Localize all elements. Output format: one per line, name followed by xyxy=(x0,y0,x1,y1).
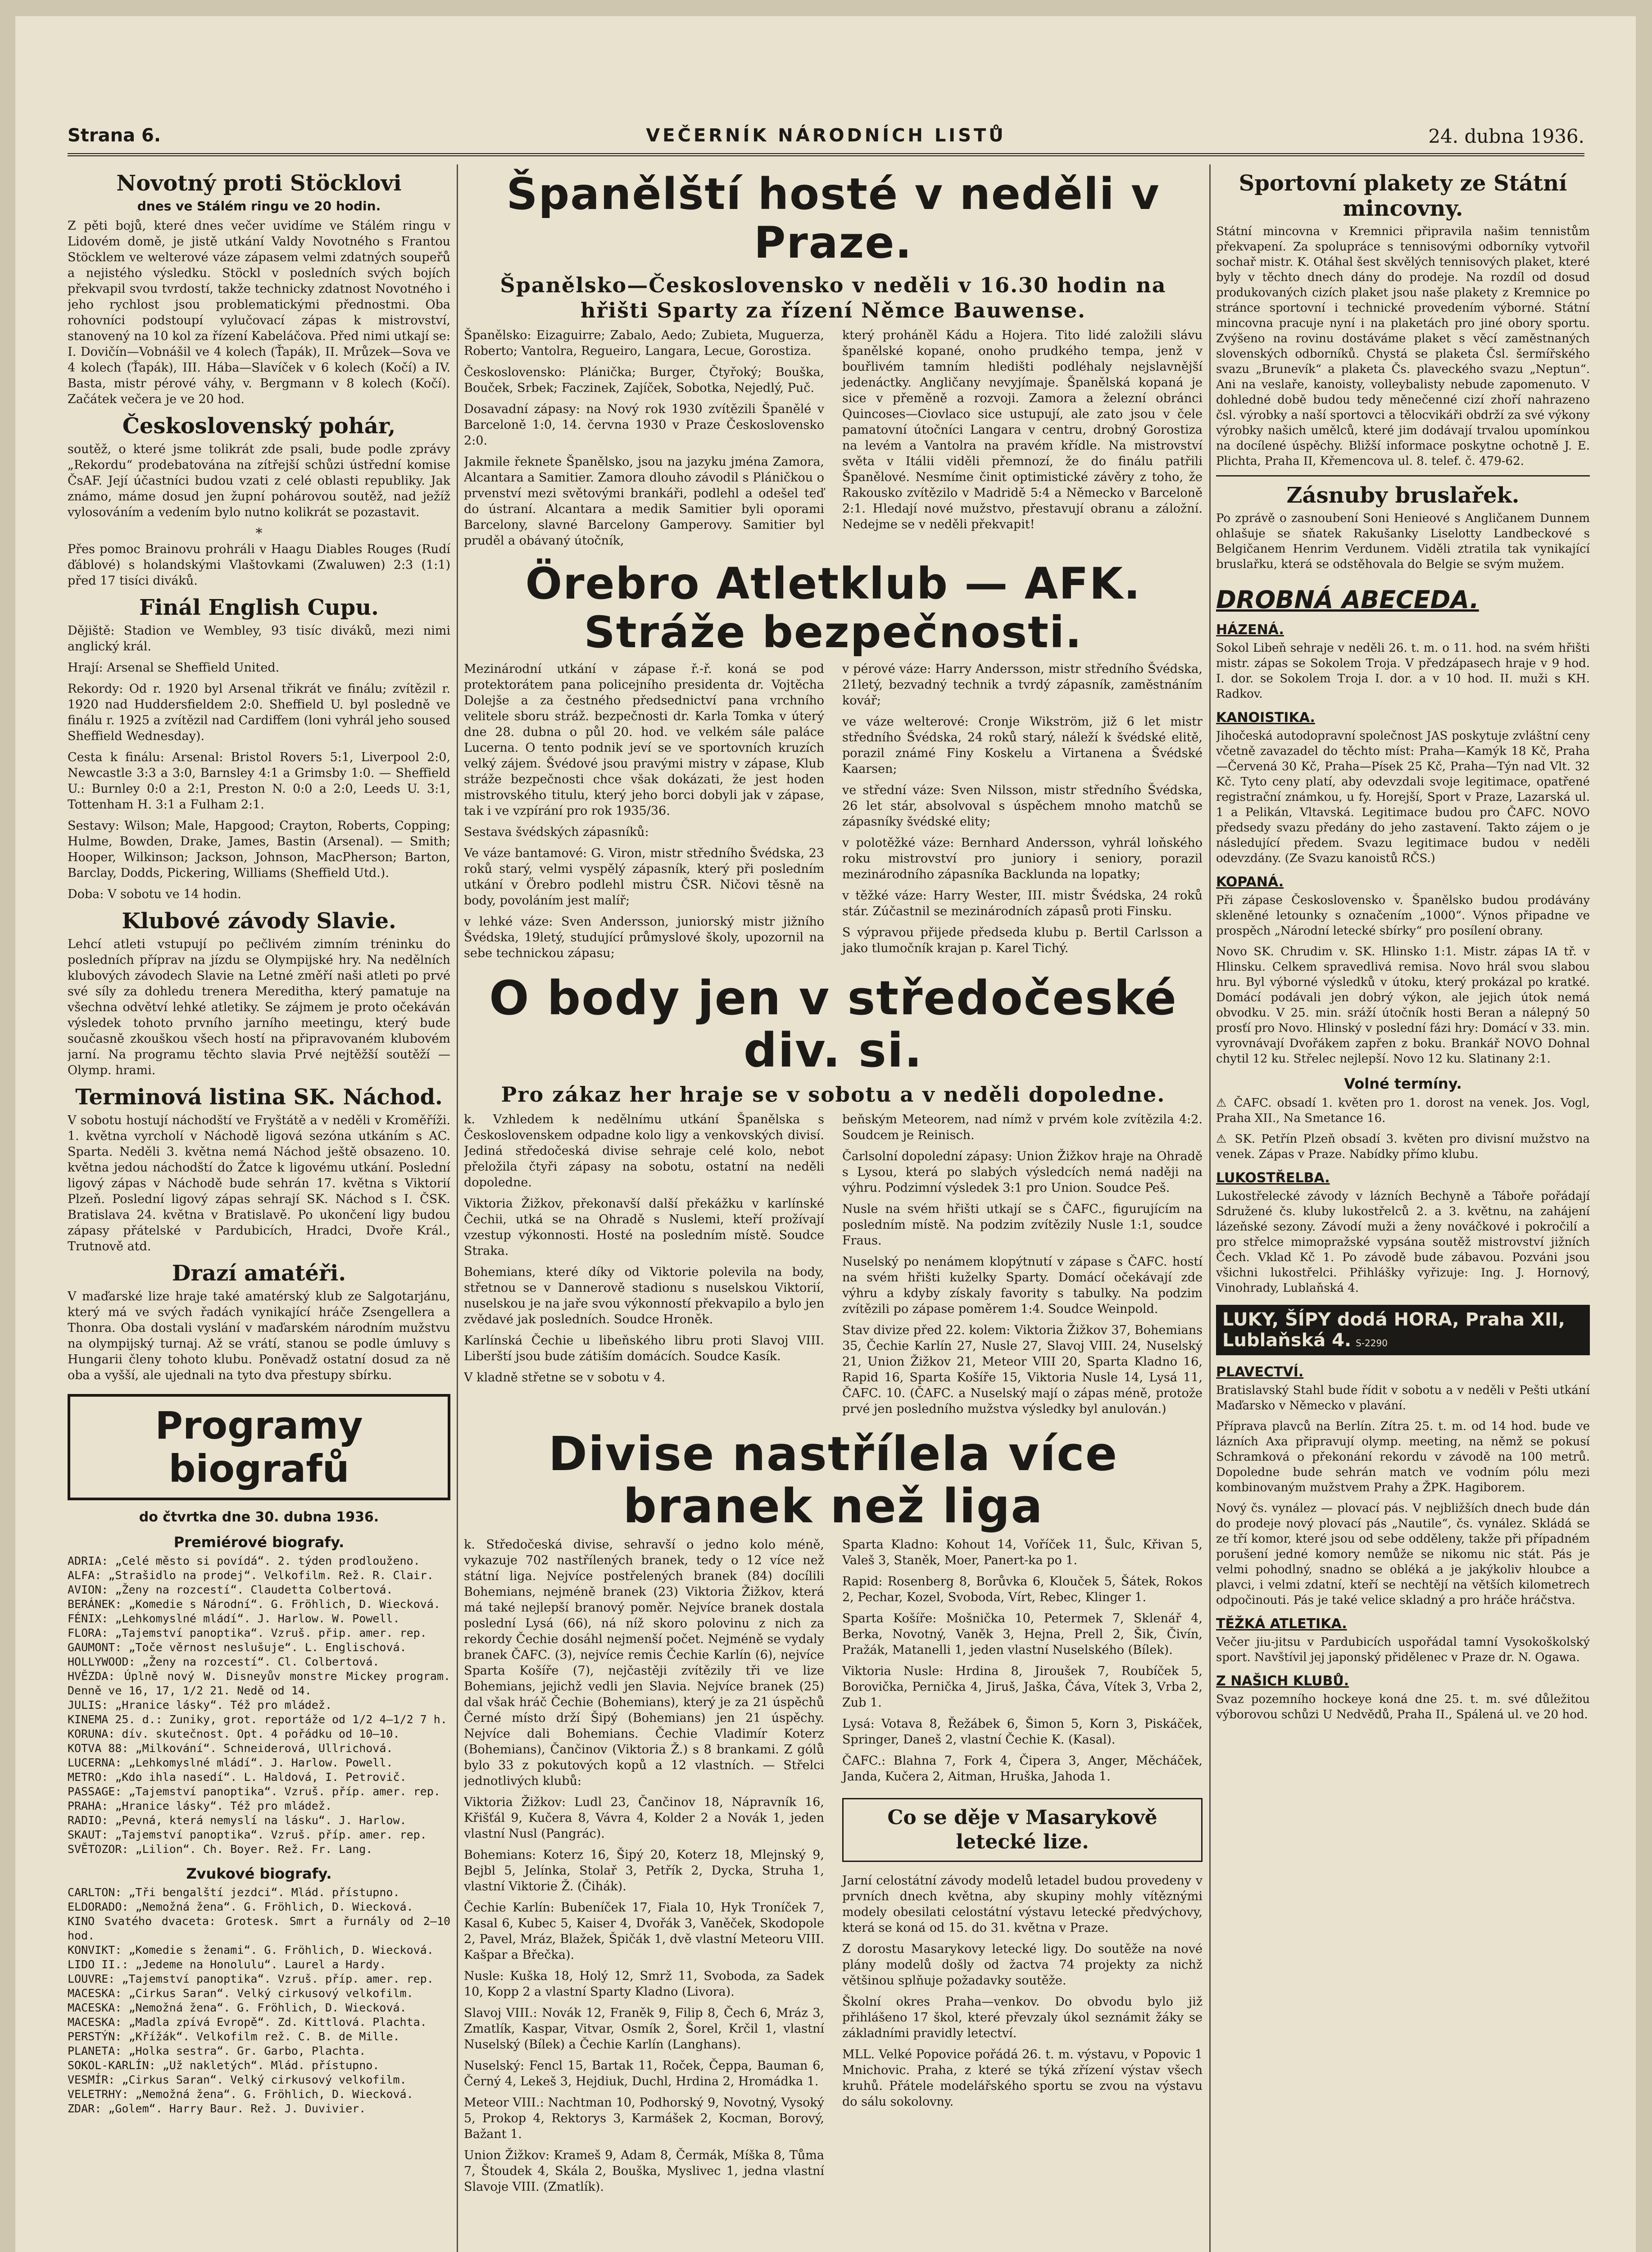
page-edge-top xyxy=(0,0,1652,16)
article-text: ve váze welterové: Cronje Wikström, již 6 let mistr středního Švédska, 24 roků starý, náleží k švédské elitě, porazil známé Finy Koskelu a Virtanena a Švédské Kaarsen; xyxy=(842,715,1203,776)
article-text: Viktoria Žižkov: Ludl 23, Čančinov 18, Nápravník 16, Křišťál 9, Kučera 8, Vávra 4, Kolder 2 a Novák 1, jeden vlastní Nusl (Pangrác). xyxy=(464,1795,824,1841)
page-edge-right xyxy=(1636,0,1652,2252)
ad-code: S-2290 xyxy=(1356,1338,1388,1348)
cinema-program-heading: Programy biografů xyxy=(68,1394,450,1500)
text-column xyxy=(842,661,1203,967)
article-text: Nuselský: Fencl 15, Bartak 11, Roček, Čeppa, Bauman 6, Černý 4, Lekeš 3, Hejdiuk, Duchl, Hrdina 2, Hromádka 1. xyxy=(464,2059,824,2089)
listing-line: PERSTÝN: „Křížák“. Velkofilm rež. C. B. de Mille. xyxy=(68,2030,400,2043)
listing-line: ELDORADO: „Nemožná žena“. G. Fröhlich, D. Wiecková. xyxy=(68,1900,413,1913)
article-text: Z dorostu Masarykovy letecké ligy. Do soutěže na nové plány modelů došly od žactva 74 projekty za nichž většinou splňuje požadavky soutěže. xyxy=(842,1942,1203,1988)
article-text: Školní okres Praha—venkov. Do obvodu bylo již přihlášeno 17 škol, které převzaly úkol seznámit žáky se základními pravidly letectví. xyxy=(842,1995,1203,2040)
article-text: Československo: Plánička; Burger, Čtyřoký; Bouška, Bouček, Srbek; Faczinek, Zajíček, Sobotka, Nejedlý, Puč. xyxy=(464,365,824,395)
article-text: Novo SK. Chrudim v. SK. Hlinsko 1:1. Mistr. zápas IA tř. v Hlinsku. Celkem spravedlivá remisa. Novo hrál svou slabou hru. Byl výborné výsledků v útoku, který prokázal po kratké. Domácí podávali jen dobrý výkon, ale jejich útok nemá obvodku. V 25. min. sráží útočník hosti Beran a nálepný 50 prosťí pro Novo. Hlinský v poslední fázi hry: Domácí v 33. min. vyrovnávají Dvořákem zapřen z boku. Brankář NOVO Dohnal chytil 12 ku. Střelec nejlepší. Novo 12 ku. Slatinany 2:1. xyxy=(1216,945,1590,1066)
article-text: Nusle na svém hřišti utkají se s ČAFC., figurujícím na posledním místě. Na podzim zvítězily Nusle 1:1, soudce Fraus. xyxy=(842,1202,1203,1248)
sport-label: Z NAŠICH KLUBŮ. xyxy=(1216,1673,1349,1689)
article-text: Rapid: Rosenberg 8, Borůvka 6, Klouček 5, Šátek, Rokos 2, Pechar, Kozel, Svoboda, Vírt, Rebec, Klinger 1. xyxy=(842,1575,1203,1604)
page-number: Strana 6. xyxy=(68,125,161,146)
headline-division: O body jen v středočeské div. si. xyxy=(489,971,1177,1078)
listing-line: VESMÍR: „Cirkus Saran“. Velký cirkusový velkofilm. xyxy=(68,2073,407,2086)
listing-line: AVION: „Ženy na rozcestí“. Claudetta Colbertová. xyxy=(68,1583,393,1596)
cinema-program-date: do čtvrtka dne 30. dubna 1936. xyxy=(139,1509,379,1525)
ad-text: LUKY, ŠÍPY dodá HORA, Praha XII, Lublaňská 4. xyxy=(1222,1309,1565,1351)
listing-line: KINEMA 25. d.: Zuniky, grot. reportáže od 1/2 4—1/2 7 h. xyxy=(68,1713,447,1726)
column-middle xyxy=(464,164,1203,2252)
separator-star: * xyxy=(255,526,263,541)
article-text: Při zápase Československo v. Španělsko budou prodávány skleněné letounky s označením „1000“. Výnos připadne ve prospěch „Národní letecké sbírky“ pro posílení obrany. xyxy=(1216,894,1590,938)
article-text: k. Středočeská divise, sehravší o jedno kolo méně, vykazuje 702 nastřílených branek, tedy o 12 více než státní liga. Nejvíce postřelených branek (84) docílili Bohemians, nejméně branek (23) Viktoria Žižkov, která má také nejlepší branový poměr. Nejvíce branek dostala poslední Lysá (66), ná níž skoro polovinu z nich za rekordy Čechie dosáhl nejmenší počet. Nejméně se vydaly branek ČAFC. (3), nejvíce remis Čechie Karlín (6), nejvíce Sparta Košíře (7), nejčastěji zvítězily tři ve lize Bohemians, jejichž vedli jen Slavia. Nejvíce branek (25) dal však hráč Čechie (Bohemians), který je za 21 úspěchů Černé místo drží Šipý (Bohemians) jen 21 úspěchy. Nejvíce dali Bohemians. Čechie Vladimír Koterz (Bohemians), Čančinov (Viktoria Ž.) s 8 brankami. Z gólů bylo 33 z pokutových kopů a 12 vlastních. — Střelci jednotlivých klubů: xyxy=(464,1538,824,1788)
listing-line: SVĚTOZOR: „Lilion“. Ch. Boyer. Rež. Fr. Lang. xyxy=(68,1843,373,1856)
listing-line: HVĚZDA: Úplně nový W. Disneyův monstre Mickey program. Denně ve 16, 17, 1/2 21. Nedě od 14. xyxy=(68,1670,450,1697)
listing-line: LOUVRE: „Tajemství panoptika“. Vzruš. příp. amer. rep. xyxy=(68,1972,434,1985)
article-text: Mezinárodní utkání v zápase ř.-ř. koná se pod protektorátem pana policejního presidenta dr. Vojtěcha Dolejše a za čestného předsednictví pana vrchního velitele sboru stráž. bezpečnosti dr. Karla Tomka v úterý dne 28. dubna o půl 20. hod. ve velkém sále paláce Lucerna. O tento podnik jeví se ve sportovních kruzích velký zájem. Švédové jsou pravými mistry v zápase, Klub stráže bezpečnosti chce však dokázati, že jest hoden mistrovského titulu, který jeho borci dobyli jak v zápase, tak i ve vzpírání pro rok 1935/36. xyxy=(464,662,824,818)
article-text: Jihočeská autodopravní společnost JAS poskytuje zvláštní ceny včetně zavazadel do těchto míst: Praha—Kamýk 18 Kč, Praha—Červená 30 Kč, Praha—Písek 25 Kč, Praha—Týn nad Vlt. 32 Kč. Tyto ceny platí, aby odevzdali svoje legitimace, opatřené registrační známkou, u fy. Horejší, Sport v Praze, Lazarská ul. 1 a Pelikán, Vltavská. Legitimace budou pro ČAFC. NOVO předsedy svazu předány do jeho zastavení. Takto zájem o je následující předem. Svazu legitimace budou v neděli odevzdány. (Ze Svazu kanoistů RČS.) xyxy=(1216,729,1590,865)
headline: Československý pohár, xyxy=(122,413,396,439)
article-text: Přes pomoc Brainovu prohráli v Haagu Diables Rouges (Rudí ďáblové) s holandskými Vlaštovkami (Zwaluwen) 2:3 (1:1) před 17 tisíci diváků. xyxy=(68,542,450,588)
aviation-league-heading: Co se děje v Masarykově letecké lize. xyxy=(842,1798,1203,1862)
article-text: Čarlsolní dopolední zápasy: Union Žižkov hraje na Ohradě s Lysou, která po slabých výsledcích nemá naději na výhru. Podzimní výsledek 3:1 pro Union. Soudce Peš. xyxy=(842,1149,1203,1195)
article-text: MLL. Velké Popovice pořádá 26. t. m. výstavu, v Popovic 1 Mnichovic. Praha, z které se týká zřízení výstav všech kruhů. Přátele modelářského sportu se zvou na výstavu do sálu sokolovny. xyxy=(842,2048,1203,2109)
headline: Zásnuby bruslařek. xyxy=(1286,483,1520,508)
article-text: Sokol Libeň sehraje v neděli 26. t. m. o 11. hod. na svém hřišti mistr. zápas se Sokolem Troja. V předzápasech hraje v 9 hod. I. dor. se Sokolem Troja I. dor. a v 10 hod. II. muži s KH. Radkov. xyxy=(1216,641,1590,701)
listing-line: GAUMONT: „Toče věrnost neslušuje“. L. Englischová. xyxy=(68,1641,407,1654)
article-text: ČAFC.: Blahna 7, Fork 4, Čipera 3, Anger, Měcháček, Janda, Kučera 2, Aitman, Hruška, Jahoda 1. xyxy=(842,1754,1203,1784)
page-edge-left xyxy=(0,0,15,2252)
article-text: ve střední váze: Sven Nilsson, mistr středního Švédska, 26 let stár, absolvoval s úspěchem mnoho matchů se zápasníky švédské elity; xyxy=(842,783,1203,829)
scorers-list xyxy=(842,1537,1203,1784)
headline: Klubové závody Slavie. xyxy=(122,908,396,934)
article-text: Slavoj VIII.: Novák 12, Franěk 9, Filip 8, Čech 6, Mráz 3, Zmatlík, Kaspar, Vitvar, Osmík 2, Šorel, Krčil 1, vlastní Nuselský (Bílek) a Čechie Karlín (Langhans). xyxy=(464,2006,824,2052)
article-text: V sobotu hostují náchodští ve Fryštátě a v neděli v Kroměříži. 1. května vyrcholí v Náchodě ligová sezóna utkáním s AC. Sparta. Neděli 3. května nemá Náchod ještě obsazeno. 10. května jedou náchodští do Žatce k ligovému utkání. Poslední ligový zápas v Náchodě bude sehrán 17. května s Viktorií Plzeň. Poslední ligový zápas sehrají SK. Náchod s I. ČSK. Bratislava 24. května v Bratislavě. Po ukončení ligy budou zápasy přátelské v Pardubicích, Hradci, Dvoře Král., Trutnově atd. xyxy=(68,1113,450,1253)
article-text: Lehcí atleti vstupují po pečlivém zimním tréninku do posledních příprav na jízdu se Olympijské hry. Na nedělních klubových závodech Slavie na Letné změří naši atleti po prvé své síly za dohledu trenera Meredithа, který pamatuje na všechna odvětví lehké atletiky. Se zájmem je proto očekáván výsledek tohoto prvního jarního meetingu, který bude současně zkouškou všech hostí na připravovaném klubovém jarní. Na programu těchto slavia Prvé nejtěžší soutěží — Olymp. hrami. xyxy=(68,937,450,1077)
divider xyxy=(1216,475,1590,477)
listing-line: LUCERNA: „Lehkomyslné mládí“. J. Harlow. Powell. xyxy=(68,1756,393,1769)
article-text: Dějiště: Stadion ve Wembley, 93 tisíc diváků, mezi nimi anglický král. xyxy=(68,624,450,654)
headline: Novotný proti Stöcklovi xyxy=(116,171,402,196)
article-text: Bohemians, které díky od Viktorie polevila na body, střetnou se v Dannerově stadionu s nuselskou Viktorií, nuselskou je na jaře svou výkonností překvapilo a bylo jen zvědavé jak posledních. Soudce Hroněk. xyxy=(464,1265,824,1326)
article-text: Stav divize před 22. kolem: Viktoria Žižkov 37, Bohemians 35, Čechie Karlín 27, Nusle 27, Slavoj VIII. 24, Nuselský 21, Union Žižkov 21, Meteor VIII 20, Sparta Kladno 16, Rapid 16, Sparta Košíře 15, Viktoria Nusle 14, Lysá 11, ČAFC. 10. (ČAFC. a Nuselský mají o zápas méně, protože prvé jen posledního mužstva výsledky byl anulován.) xyxy=(842,1323,1203,1416)
article-text: Sestava švédských zápasníků: xyxy=(464,825,649,839)
text-column xyxy=(842,1112,1203,1422)
article-text: Cesta k finálu: Arsenal: Bristol Rovers 5:1, Liverpool 2:0, Newcastle 3:3 a 3:0, Barnsley 4:1 a Grimsby 1:0. — Sheffield U.: Burnley 0:0 a 2:1, Preston N. 0:0 a 2:0, Leeds U. 3:1, Tottenham H. 3:1 a Fulham 2:1. xyxy=(68,750,450,812)
article-text: Viktoria Nusle: Hrdina 8, Jiroušek 7, Roubíček 5, Borovička, Pernička 4, Jiruš, Jaška, Čáva, Vítek 3, Vrba 2, Zub 1. xyxy=(842,1664,1203,1710)
article-text: Nusle: Kuška 18, Holý 12, Smrž 11, Svoboda, za Sadek 10, Kopp 2 a vlastní Sparty Kladno (Livora). xyxy=(464,1969,824,1999)
aviation-league-text xyxy=(842,1873,1203,2110)
article-text: v pérové váze: Harry Andersson, mistr středního Švédska, 21letý, bezvadný technik a tvrdý zápasník, zaměstnáním kovář; xyxy=(842,662,1203,708)
listing-line: CARLTON: „Tři bengalští jezdci“. Mlád. přístupno. xyxy=(68,1886,400,1899)
article-text: Hrají: Arsenal se Sheffield United. xyxy=(68,661,280,675)
article-text: Z pěti bojů, které dnes večer uvidíme ve Stálém ringu v Lidovém domě, je jistě utkání Valdy Novotného s Frantou Stöcklem ve welterové váze zápasem velmi zdatných soupeřů a nejistého výsledku. Stöckl v posledních svých bojích překvapil svou tvrdostí, takže technicky zdatnost Novotného i jeho rychlost jsou problematickými přednostmi. Oba rohovníci podstoupí vylučovací zápas k mistrovství, stanovený na 10 kol za řízení Kabeláčova. Před nimi utkají se: I. Dovičín—Vobnášil ve 4 kolech (Ťapák), II. Mrůzek—Sova ve 4 kolech (Ťapák), III. Hába—Slavíček v 6 kolech (Kočí) a IV. Basta, mistr pérové váhy, v. Bergmann v 8 kolech (Kočí). Začátek večera je ve 20 hod. xyxy=(68,219,450,406)
article-text: soutěž, o které jsme tolikrát zde psali, bude podle zprávy „Rekordu“ prodebatována na zítřejší schůzi ústřední komise ČsAF. Její účastníci budou vzati z celé oblasti republiky. Jak známo, máme dosud jen župní pohárovou soutěž, nad ježíž vylosováním a vedením bylo nutno kolikrát se pozastavit. xyxy=(68,442,450,519)
sound-cinemas-heading: Zvukové biografy. xyxy=(186,1865,332,1882)
listing-line: SOKOL-KARLÍN: „Už nakletých“. Mlád. přístupno. xyxy=(68,2059,380,2072)
paper-name: VEČERNÍK NÁRODNÍCH LISTŮ xyxy=(646,125,1006,146)
article-body xyxy=(464,1537,1203,2200)
column-rule xyxy=(1209,164,1211,2252)
article-body xyxy=(464,327,1203,554)
sport-label: HÁZENÁ. xyxy=(1216,622,1284,638)
listing-line: PASSAGE: „Tajemství panoptika“. Vzruš. příp. amer. rep. xyxy=(68,1785,440,1798)
listing-line: KONVIKT: „Komedie s ženami“. G. Fröhlich, D. Wiecková. xyxy=(68,1943,434,1957)
headline-orebro: Örebro Atletklub — AFK. Stráže bezpečnosti. xyxy=(525,558,1141,658)
issue-date: 24. dubna 1936. xyxy=(1428,125,1584,147)
listing-line: BERÁNEK: „Komedie s Národní“. G. Fröhlich, D. Wiecková. xyxy=(68,1598,440,1611)
article-text: S výpravou přijede předseda klubu p. Bertil Carlsson a jako tlumočník krajan p. Karel Tichý. xyxy=(842,926,1203,955)
listing-line: HOLLYWOOD: „Ženy na rozcestí“. Cl. Colbertová. xyxy=(68,1655,380,1668)
article-text: v těžké váze: Harry Wester, III. mistr Švédska, 24 roků stár. Zúčastnil se mezinárodních zápasů proti Finsku. xyxy=(842,889,1203,918)
listing-line: MACESKA: „Madla zpívá Evropě“. Zd. Kittlová. Plachta. xyxy=(68,2016,427,2029)
premier-cinema-list xyxy=(68,1554,450,1857)
article-body xyxy=(464,1112,1203,1422)
text-column xyxy=(464,327,824,554)
article-text: ⚠ ČAFC. obsadí 1. květen pro 1. dorost na venek. Jos. Vogl, Praha XII., Na Smetance 16. xyxy=(1216,1096,1590,1125)
article-text: Jakmile řeknete Španělsko, jsou na jazyku jména Zamora, Alcantara a Samitier. Zamora dlouho závodil s Pláničkou o prvenství mezi světovými brankáři, podlehl a odešel teď do ústraní. Alcantara a medik Samitier byli oporami Barcelony, slavné Barcelony Gamperovy. Samitier byl pruděl a obávaný útočník, xyxy=(464,455,824,548)
text-column xyxy=(464,661,824,967)
listing-line: RADIO: „Pevná, která nemyslí na lásku“. J. Harlow. xyxy=(68,1814,407,1827)
text-column xyxy=(842,1537,1203,2200)
sport-label: KANOISTIKA. xyxy=(1216,710,1315,726)
article-text: Doba: V sobotu ve 14 hodin. xyxy=(68,887,241,901)
article-text: Karlínská Čechie u libeňského libru proti Slavoj VIII. Liberští jsou bude zátiším domácích. Soudce Kasík. xyxy=(464,1334,824,1363)
article-text: Meteor VIII.: Nachtman 10, Podhorský 9, Novotný, Vysoký 5, Prokop 4, Rektorys 3, Karmášek 2, Kocman, Borový, Bažant 1. xyxy=(464,2096,824,2141)
sport-label: KOPANÁ. xyxy=(1216,874,1284,890)
section-heading: DROBNÁ ABECEDA. xyxy=(1216,586,1479,614)
text-column xyxy=(842,327,1203,554)
article-text: Svaz pozemního hockeye koná dne 25. t. m. své důležitou výborovou schůzi U Nedvědů, Praha II., Spálená ul. ve 20 hod. xyxy=(1216,1693,1590,1721)
listing-line: ADRIA: „Celé město si povídá“. 2. týden prodlouženo. xyxy=(68,1554,420,1567)
article-text: k. Vzhledem k nedělnímu utkání Španělska s Československem odpadne kolo ligy a venkovských divisí. Jediná středočeská divise sehraje celé kolo, nebot přeložila čtyři zápasy na sobotu, ostatní na neděli dopoledne. xyxy=(464,1112,824,1190)
subheadline: dnes ve Stálém ringu ve 20 hodin. xyxy=(137,199,381,213)
headline: Terminová listina SK. Náchod. xyxy=(75,1085,443,1110)
article-text: Rekordy: Od r. 1920 byl Arsenal třikrát ve finálu; zvítězil r. 1920 nad Huddersfieldem 2:0. Sheffield U. byl posledně ve finálu r. 1925 a zvítězil nad Cardiffem (loni vyhrál jeho soused Sheffield Wednesday). xyxy=(68,682,450,743)
deck: Španělsko—Československo v neděli v 16.30 hodin na hřišti Sparty za řízení Němce Bauwense. xyxy=(500,273,1166,322)
headline: Sportovní plakety ze Státní mincovny. xyxy=(1239,171,1567,221)
article-text: Čechie Karlín: Bubeníček 17, Fiala 10, Hyk Troníček 7, Kasal 6, Kubec 5, Kaiser 4, Dvořák 3, Vaněček, Skodopole 2, Pavel, Mráz, Blažek, Špičák 1, dvě vlastní Meteoru VIII. Kašpar a Břečka). xyxy=(464,1901,824,1962)
article-text: beňským Meteorem, nad nímž v prvém kole zvítězila 4:2. Soudcem je Reinisch. xyxy=(842,1112,1203,1142)
listing-line: KORUNA: dív. skutečnost. Opt. 4 pořádku od 10—10. xyxy=(68,1727,400,1740)
article-text: Union Žižkov: Krameš 9, Adam 8, Čermák, Míška 8, Tůma 7, Štoudek 4, Skála 2, Bouška, Myslivec 1, jedna vlastní Slavoje VIII. (Zmatlík). xyxy=(464,2148,824,2194)
sport-label: LUKOSTŘELBA. xyxy=(1216,1170,1330,1186)
listing-line: PRAHA: „Hranice lásky“. Též pro mládež. xyxy=(68,1799,332,1812)
article-text: který proháněl Kádu a Hojera. Tito lidé založili slávu španělské kopané, onoho prudkého tempa, jenž v bouřlivém tamním hledišti podléhaly nejslavnější jedenáctky. Angličany nevyjímaje. Španělská kopaná je sice v přeměně a rozvoji. Zamora a železní obránci Quincoses—Ciovlaco sice ustupují, ale zato jsou v čele pamatovní útočníci Langara v centru, drobný Gorostiza na levém a Vantolra na pravém křídle. Na mistrovství světa v Itálii viděli přemnozí, že do finálu patřili Španělové. Nesmíme činit optimistické závěry z toho, že Rakousko zvítězilo v Madridě 5:4 a Německo v Barceloně 2:1. Hledají nové mužstvo, přestavují obranu a záložní. Nedejme se v neděli překvapit! xyxy=(842,328,1203,531)
listing-line: ZDAR: „Golem“. Harry Baur. Rež. J. Duvivier. xyxy=(68,2102,366,2115)
article-text: Ve váze bantamové: G. Viron, mistr středního Švédska, 23 roků starý, velmi vyspělý zápasník, který při posledním utkání v Örebro podlehl mistru ČSR. Ničovi těsně na body, povoláním jest malíř; xyxy=(464,846,824,908)
listing-line: FÉNIX: „Lehkomyslné mládí“. J. Harlow. W. Powell. xyxy=(68,1612,400,1625)
listing-line: METRO: „Kdo ihla nasedí“. L. Haldová, I. Petrovič. xyxy=(68,1771,407,1784)
listing-line: MACESKA: „Cirkus Saran“. Velký cirkusový velkofilm. xyxy=(68,1987,413,2000)
article-text: Nuselský po nenámem klopýtnutí v zápase s ČAFC. hostí na svém hřišti kuželky Sparty. Domácí očekávají zde výhru a kdyby získaly favority s tabulky. Na podzim zvítězili po zápase poměrem 1:4. Soudce Weinpold. xyxy=(842,1255,1203,1316)
article-text: V maďarské lize hraje také amatérský klub ze Salgotarjánu, který má ve svých řadách vynikající hráče Zsengellera a Thonra. Oba dostali vyslání v maďarském národním mužstvu na olympijský turnaj. Až se vrátí, stanou se podle úmluvy s Hungarii členy tohoto klubu. Poněvadž ostatní dosud za ně oba a vyšší, ale ujednali na tyto dva přestupy sbírku. xyxy=(68,1289,450,1382)
headline: Finál English Cupu. xyxy=(139,595,379,620)
article-text: Sparta Kladno: Kohout 14, Voříček 11, Šulc, Křivan 5, Valeš 3, Staněk, Moer, Panert-ka po 1. xyxy=(842,1538,1203,1567)
article-text: Jarní celostátní závody modelů letadel budou provedeny v prvních dnech května, aby skupiny mohly vítěznými modely obesilati celostátní výstavu letecké předvýchovy, která se koná od 15. do 31. května v Praze. xyxy=(842,1874,1203,1935)
listing-line: SKAUT: „Tajemství panoptika“. Vzruš. příp. amer. rep. xyxy=(68,1828,427,1841)
sound-cinema-list xyxy=(68,1885,450,2116)
masthead xyxy=(68,122,1584,156)
listing-line: ALFA: „Strašidlo na prodej“. Velkofilm. Rež. R. Clair. xyxy=(68,1569,434,1582)
listing-line: JULIS: „Hranice lásky“. Též pro mládež. xyxy=(68,1698,332,1712)
listing-line: MACESKA: „Nemožná žena“. G. Fröhlich, D. Wiecková. xyxy=(68,2001,407,2014)
article-text: Státní mincovna v Kremnici připravila našim tennistům překvapení. Za spolupráce s tennisovými odborníky vytvořil sochař mistr. K. Otáhal šest skvělých tennisových plaket, které byly v těchto dnech dány do prodeje. Na rozdíl od dosud produkovaných cizích plaket jsou naše plakety z Kremnice po stránce sportovní i technické provedením výborné. Státní mincovna pracuje nyní i na plaketách pro jiné obory sportu. Zvýšeno na rovinu dostáváme plaket s věcí zaměstnaných slovenských odborníků. Chystá se plaketa Čsl. šermířského svazu „Brunevík“ a plaketa Čs. plaveckého svazu „Neptun“. Ani na veslaře, kanoisty, volleybalisty nebude zapomenuto. V dohledné době budou tedy měnečenné cizí zhoří nahrazeno čsl. výrobky a naší sportovci a tělocvikáři obdrží za své výkony výrobky našich umělců, které jim dodávají trvalou upomínkou na docílené úspěchy. Bližší informace poskytne ochotně J. E. Plichta, Praha II, Křemencova ul. 8. telef. č. 479-62. xyxy=(1216,225,1590,468)
listing-line: LIDO II.: „Jedeme na Honolulu“. Laurel a Hardy. xyxy=(68,1958,386,1971)
article-text: Viktoria Žižkov, překonavší další překážku v karlínské Čechii, utká se na Ohradě s Nuslemi, kteří prožívají vzestup výkonnosti. Hosté na posledním místě. Soudce Straka. xyxy=(464,1197,824,1258)
text-column xyxy=(464,1537,824,2200)
article-text: Po zprávě o zasnoubení Soni Henieové s Angličanem Dunnem ohlašuje se sňatek Rakušanky Liselotty Landbeckové s Belgičanem Henrim Verdunem. Viděli ztratila tak vynikající bruslařku, která se odstěhovala do Belgie se svým mužem. xyxy=(1216,512,1590,571)
article-text: Lukostřelecké závody v lázních Bechyně a Táboře pořádají Sdružené čs. kluby lukostřelců 2. a 3. květnu, na zahájení lázeňské sezony. Závodí muži a ženy nováčkové i pokročilí a pro střelce mimopražské vypsána soutěž mistrovství jižních Čech. Vklad Kč 1. Po závodě bude zábavou. Pozváni jsou všichni lukostřelci. Přihlášky vyřizuje: Ing. J. Hornový, Vinohrady, Lublaňská 4. xyxy=(1216,1190,1590,1295)
article-text: Sparta Košíře: Mošnička 10, Petermek 7, Sklenář 4, Berka, Novotný, Vaněk 3, Hejna, Prell 2, Šik, Čivín, Pražák, Matanelli 1, jeden vlastní Nuselského (Bílek). xyxy=(842,1612,1203,1657)
article-text: Španělsko: Eizaguirre; Zabalo, Aedo; Zubieta, Muguerza, Roberto; Vantolra, Regueiro, Langara, Lecue, Gorostiza. xyxy=(464,328,824,358)
listing-line: KOTVA 88: „Milkování“. Schneiderová, Ullrichová. xyxy=(68,1742,393,1755)
article-text: Příprava plavců na Berlín. Zítra 25. t. m. od 14 hod. bude ve lázních Axa připravují olymp. meeting, na němž se pokusí Schramková o překonání rekordu v závodě na 100 metrů. Dopoledne bude sehrán match ve vodním pólu mezi kombinovaným mužstvem Prahy a ŽPK. Hagiborem. xyxy=(1216,1420,1590,1494)
premier-cinemas-heading: Premiérové biografy. xyxy=(173,1534,345,1551)
headline-spanish-guests: Španělští hosté v neděli v Praze. xyxy=(506,169,1160,268)
article-text: v polotěžké váze: Bernhard Andersson, vyhrál loňského roku mistrovství pro juniory i seniory, porazil mezinárodního zápasníka Backlunda na lopatky; xyxy=(842,836,1203,881)
article-text: Bratislavský Stahl bude řídit v sobotu a v neděli v Pešti utkání Maďarsko v Německo v plavání. xyxy=(1216,1384,1590,1412)
article-text: Nový čs. vynález — plovací pás. V nejbližších dnech bude dán do prodeje nový plovací pás „Nautile“, čs. vynález. Skládá se ze tří komor, které jsou od sebe odděleny, takže při případném porušení jedné komory nemůže se nikomu nic stát. Pás je velmi pohodlný, snadno se obléká a je jakýkoliv hloubce a plavci, i velmi zdatní, kteří se nechtějí na větších kilometrech odpočinouti. Pás je také velice skladný a pro hráče hráčstva. xyxy=(1216,1502,1590,1607)
column-right xyxy=(1216,164,1590,2252)
headline-goals: Divise nastřílela více branek než liga xyxy=(548,1426,1118,1534)
sport-label: TĚŽKÁ ATLETIKA. xyxy=(1216,1616,1347,1632)
advertisement xyxy=(1216,1305,1590,1355)
article-text: v lehké váze: Sven Andersson, juniorský mistr jižního Švédska, 19letý, studující průmyslové školy, upozornil na sebe technickou zápasu; xyxy=(464,915,824,960)
article-text: Večer jiu-jitsu v Pardubicích uspořádal tamní Vysokoškolský sport. Navštívil jej japonský přidělenec v Praze dr. N. Ogawa. xyxy=(1216,1635,1590,1664)
column-rule xyxy=(457,164,458,2252)
article-text: Sestavy: Wilson; Male, Hapgood; Crayton, Roberts, Copping; Hulme, Bowden, Drake, James, Bastin (Arsenal). — Smith; Hooper, Wilkinson; Jackson, Johnson, MacPherson; Barton, Barclay, Dodds, Pickering, Williams (Sheffield Utd.). xyxy=(68,819,450,880)
article-text: ⚠ SK. Petřín Plzeň obsadí 3. květen pro divisní mužstvo na venek. Zápas v Praze. Nabídky přímo klubu. xyxy=(1216,1132,1590,1161)
article-text: Bohemians: Koterz 16, Šipý 20, Koterz 18, Mlejnský 9, Bejbl 5, Jelínka, Stolař 3, Petřík 2, Dycka, Struha 1, vlastní Viktorie Ž. (Čihák). xyxy=(464,1848,824,1893)
article-text: V kladně střetne se v sobotu v 4. xyxy=(464,1371,666,1385)
sport-label: PLAVECTVÍ. xyxy=(1216,1364,1304,1380)
text-column xyxy=(464,1112,824,1422)
subheading: Volné termíny. xyxy=(1344,1075,1462,1092)
listing-line: FLORA: „Tajemství panoptika“. Vzruš. přip. amer. rep. xyxy=(68,1626,427,1639)
column-left xyxy=(68,164,450,2252)
headline: Drazí amatéři. xyxy=(172,1261,346,1286)
listing-line: VELETRHY: „Nemožná žena“. G. Fröhlich, D. Wiecková. xyxy=(68,2088,413,2101)
listing-line: PLANETA: „Holka sestra“. Gr. Garbo, Plachta. xyxy=(68,2044,366,2057)
deck: Pro zákaz her hraje se v sobotu a v neděli dopoledne. xyxy=(501,1082,1166,1107)
article-text: Dosavadní zápasy: na Nový rok 1930 zvítězili Španělé v Barceloně 1:0, 14. června 1930 v Praze Československo 2:0. xyxy=(464,402,824,448)
listing-line: KINO Svatého dvaceta: Grotesk. Smrt a řurnály od 2—10 hod. xyxy=(68,1915,450,1942)
article-body xyxy=(464,661,1203,967)
article-text: Lysá: Votava 8, Řežábek 6, Šimon 5, Korn 3, Piskáček, Springer, Daneš 2, vlastní Čechie K. (Kasal). xyxy=(842,1717,1203,1747)
